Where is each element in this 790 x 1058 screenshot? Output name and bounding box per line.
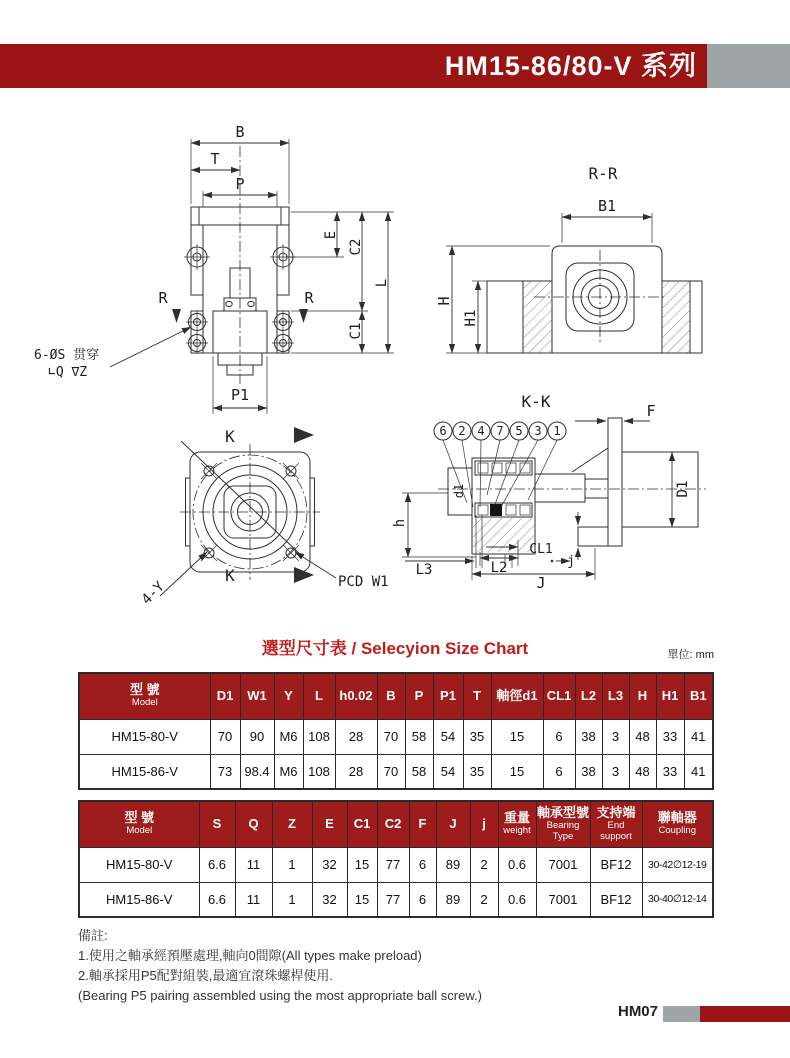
td: 35: [463, 754, 491, 789]
balloon-5: 5: [515, 424, 523, 438]
dim-label-B: B: [235, 123, 245, 141]
td: 89: [436, 847, 470, 882]
td: 77: [377, 882, 409, 917]
dim-label-T: T: [210, 150, 220, 168]
balloon-2: 2: [458, 424, 466, 438]
td: 35: [463, 719, 491, 754]
header-banner-red: [0, 44, 707, 88]
th-S: S: [199, 801, 235, 847]
td: 48: [629, 754, 656, 789]
rr-view-drawing: [435, 164, 702, 353]
section-title: 選型尺寸表 / Selecyion Size Chart: [261, 639, 529, 658]
td: 32: [312, 882, 347, 917]
dim-label-H1: H1: [463, 309, 479, 327]
view-title-KK: K-K: [521, 392, 551, 411]
td: 0.6: [498, 882, 536, 917]
th-D1: D1: [210, 673, 240, 719]
section-mark-R-left: R: [158, 289, 168, 307]
section-arrow-icon: [294, 427, 314, 443]
td: 15: [491, 754, 543, 789]
unit-label: 單位:: [667, 649, 693, 661]
dim-label-j: j: [567, 554, 575, 569]
td: 6: [543, 719, 575, 754]
th-T: T: [463, 673, 491, 719]
size-table-2: [78, 800, 714, 918]
td-coupling: 30-42∅12-19: [642, 847, 713, 882]
td: 70: [210, 719, 240, 754]
td: 38: [575, 719, 602, 754]
callout-PCD-W1: PCD W1: [338, 574, 389, 590]
td: 11: [235, 882, 272, 917]
td: 33: [656, 719, 684, 754]
balloon-1: 1: [553, 424, 561, 438]
th-L2: L2: [575, 673, 602, 719]
th-model: 型 號 Model: [79, 801, 199, 847]
td-coupling: 30-40∅12-14: [642, 882, 713, 917]
td: 98.4: [240, 754, 274, 789]
td: 11: [235, 847, 272, 882]
td: 73: [210, 754, 240, 789]
th-h002: h0.02: [335, 673, 377, 719]
dim-label-B1: B1: [597, 197, 617, 215]
td: 41: [684, 719, 713, 754]
th-B: B: [377, 673, 405, 719]
section-arrow-icon: [172, 309, 181, 323]
th-H1: H1: [656, 673, 684, 719]
callout-4Y: 4-Y: [138, 578, 168, 608]
th-H: H: [629, 673, 656, 719]
notes-title: 備註:: [78, 928, 108, 943]
hole-callout-line2: ∟Q ∇Z: [48, 365, 88, 380]
size-table-1: [78, 672, 714, 790]
k-view-drawing: [139, 427, 389, 608]
td: 58: [405, 754, 433, 789]
td: 7001: [536, 882, 590, 917]
td: 54: [433, 719, 463, 754]
table2-header-row: [79, 801, 713, 847]
note-line: 1.使用之軸承經預壓處理,軸向0間隙(All types make preload): [78, 948, 422, 963]
balloon-3: 3: [534, 424, 542, 438]
td: 6: [409, 882, 436, 917]
kk-section-drawing: [392, 392, 706, 592]
th-Y: Y: [274, 673, 303, 719]
th-P: P: [405, 673, 433, 719]
th-W1: W1: [240, 673, 274, 719]
section-heading: [0, 634, 790, 662]
th-B1: B1: [684, 673, 713, 719]
td: 41: [684, 754, 713, 789]
th-coupling: 聯軸器 Coupling: [642, 801, 713, 847]
unit-note: [668, 646, 714, 662]
notes-block: [78, 926, 482, 1006]
th-model: 型 號 Model: [79, 673, 210, 719]
td: 6.6: [199, 882, 235, 917]
td: 28: [335, 754, 377, 789]
td: 6: [543, 754, 575, 789]
front-view-drawing: [34, 123, 394, 414]
td: 108: [303, 719, 335, 754]
td: 1: [272, 882, 312, 917]
th-C1: C1: [347, 801, 377, 847]
th-Z: Z: [272, 801, 312, 847]
footer-gray-bar: [663, 1006, 700, 1022]
td: 89: [436, 882, 470, 917]
td: 6.6: [199, 847, 235, 882]
technical-drawings: [0, 108, 790, 630]
td: 28: [335, 719, 377, 754]
view-title-RR: R-R: [588, 164, 618, 183]
td: 2: [470, 882, 498, 917]
td: 90: [240, 719, 274, 754]
th-shaft-d1: 軸徑d1: [491, 673, 543, 719]
section-mark-K-bottom: K: [225, 566, 235, 585]
td: BF12: [590, 882, 642, 917]
td: 70: [377, 719, 405, 754]
td: 48: [629, 719, 656, 754]
td: 3: [602, 719, 629, 754]
th-weight: 重量 weight: [498, 801, 536, 847]
unit-value: mm: [695, 649, 714, 661]
th-j: j: [470, 801, 498, 847]
td: 38: [575, 754, 602, 789]
td: 32: [312, 847, 347, 882]
section-arrow-icon: [294, 567, 314, 583]
td: 6: [409, 847, 436, 882]
dim-label-H: H: [435, 296, 453, 306]
td-model: HM15-86-V: [79, 882, 199, 917]
td: BF12: [590, 847, 642, 882]
th-L: L: [303, 673, 335, 719]
dim-label-C2: C2: [348, 238, 364, 256]
td: 33: [656, 754, 684, 789]
td-model: HM15-80-V: [79, 719, 210, 754]
dim-label-C1: C1: [348, 322, 364, 340]
hole-callout-line1: 6-ØS 贯穿: [34, 348, 100, 363]
td: 7001: [536, 847, 590, 882]
seal-block: [490, 504, 502, 516]
dim-label-J: J: [536, 574, 546, 592]
table1-header-row: [79, 673, 713, 719]
section-mark-R-right: R: [304, 289, 314, 307]
td: 54: [433, 754, 463, 789]
dim-label-d1: d1: [452, 483, 466, 499]
th-P1: P1: [433, 673, 463, 719]
table-row: [79, 719, 713, 754]
table-row: [79, 882, 713, 917]
dim-label-CL1: CL1: [529, 542, 553, 557]
th-E: E: [312, 801, 347, 847]
dim-label-h: h: [392, 518, 408, 528]
td: 0.6: [498, 847, 536, 882]
dim-label-F: F: [646, 402, 656, 420]
th-CL1: CL1: [543, 673, 575, 719]
balloon-7: 7: [496, 424, 504, 438]
td: 1: [272, 847, 312, 882]
balloon-4: 4: [477, 424, 485, 438]
dim-label-L: L: [374, 278, 390, 288]
table-row: [79, 847, 713, 882]
td-model: HM15-80-V: [79, 847, 199, 882]
th-J: J: [436, 801, 470, 847]
dim-label-P: P: [235, 175, 245, 193]
note-line: 2.軸承採用P5配對組裝,最適宜滾珠螺桿使用.: [78, 968, 333, 983]
dim-label-D1: D1: [675, 480, 691, 498]
th-L3: L3: [602, 673, 629, 719]
td: 15: [491, 719, 543, 754]
td: M6: [274, 719, 303, 754]
th-Q: Q: [235, 801, 272, 847]
dim-label-L2: L2: [490, 560, 508, 576]
td: 108: [303, 754, 335, 789]
table-row: [79, 754, 713, 789]
td: 3: [602, 754, 629, 789]
td: 70: [377, 754, 405, 789]
td: 15: [347, 847, 377, 882]
footer-red-bar: [700, 1006, 790, 1022]
th-F: F: [409, 801, 436, 847]
td: 15: [347, 882, 377, 917]
page-title: HM15-86/80-V 系列: [444, 51, 697, 81]
th-C2: C2: [377, 801, 409, 847]
section-mark-K-top: K: [225, 427, 235, 446]
th-bearing-type: 軸承型號 Bearing Type: [536, 801, 590, 847]
td: M6: [274, 754, 303, 789]
balloon-6: 6: [439, 424, 447, 438]
td: 2: [470, 847, 498, 882]
page-number: HM07: [617, 1003, 658, 1020]
header-accent-block: [707, 44, 790, 88]
td: 58: [405, 719, 433, 754]
dim-label-E: E: [323, 230, 339, 240]
dim-label-L3: L3: [415, 562, 433, 578]
td: 77: [377, 847, 409, 882]
section-arrow-icon: [299, 309, 308, 323]
header-banner: [0, 44, 790, 88]
th-end-support: 支持端 End support: [590, 801, 642, 847]
dim-label-P1: P1: [230, 386, 250, 404]
note-line: (Bearing P5 pairing assembled using the most appropriate ball screw.): [78, 988, 482, 1003]
td-model: HM15-86-V: [79, 754, 210, 789]
